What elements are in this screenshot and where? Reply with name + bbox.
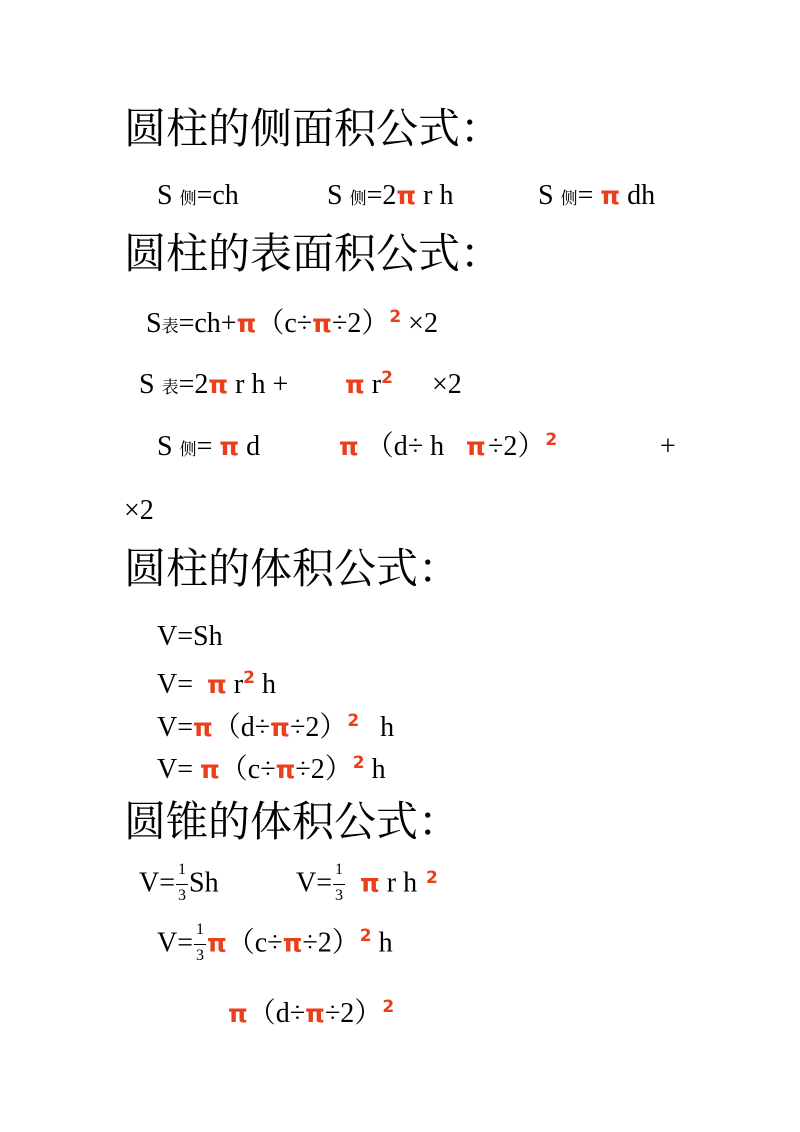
pi-symbol: π (228, 999, 248, 1028)
formula-cone-exponent (426, 870, 438, 887)
formula-surface-times2: ×2 (432, 369, 462, 400)
pi-symbol: π (600, 181, 621, 210)
exponent-2: 2 (352, 753, 365, 773)
formula-surface-div2: ÷2）$^2$ (488, 430, 558, 462)
formula-surface-pid: S 侧= π d (157, 431, 261, 462)
formula-lateral-2pirh: S 侧=2π r h (327, 180, 454, 211)
formula-volume-c: $V= \pi(c\div\pi\div 2)^2$ h (157, 753, 386, 785)
formula-cone-pir2h: V= $\frac{1}{3}$ π r h (296, 862, 417, 908)
formula-surface-pir2: π $r^2$ (345, 368, 393, 400)
fraction-one-third: $\frac{1}{3}$ (335, 861, 344, 904)
formula-surface-plus: + (660, 431, 676, 462)
formula-surface-2pirh: S 表=2π r h + (139, 369, 289, 400)
pi-symbol: π (360, 868, 380, 898)
pi-symbol: π (282, 928, 303, 958)
pi-symbol: π (200, 755, 220, 784)
pi-symbol: π (270, 713, 290, 742)
heading-surface-area: 圆柱的表面积公式： (124, 229, 503, 278)
pi-symbol: π (219, 432, 240, 461)
formula-surface-tail: ×2 (124, 495, 154, 526)
formula-volume-pir2h: V= π $r^2$ h (157, 668, 276, 700)
formula-lateral-pidh: S 侧= π dh (538, 180, 656, 211)
formula-surface-ch: S表$=ch+\pi(c\div\pi\div 2)^2 \times 2$ (146, 307, 438, 339)
formula-cone-d: $\pi(d\div\pi\div 2)^2$ (228, 997, 395, 1029)
exponent-2: 2 (382, 997, 395, 1017)
exponent-2: 2 (347, 711, 360, 731)
formula-surface-pid2: π （d÷ h (339, 431, 445, 462)
fraction-one-third: $\frac{1}{3}$ (178, 861, 187, 904)
pi-symbol: π (466, 432, 486, 461)
heading-cylinder-volume: 圆柱的体积公式： (124, 544, 461, 593)
exponent-2: 2 (389, 307, 402, 327)
pi-symbol: π (275, 755, 296, 784)
heading-cone-volume: 圆锥的体积公式： (124, 797, 461, 846)
pi-symbol: π (339, 432, 359, 461)
pi-symbol: π (312, 309, 332, 338)
pi-symbol: π (208, 370, 229, 399)
pi-symbol: π (305, 999, 325, 1028)
pi-symbol: π (236, 309, 257, 338)
heading-lateral-area: 圆柱的侧面积公式： (124, 104, 503, 153)
formula-cone-sh: V= $\frac{1}{3}$ Sh (139, 862, 219, 908)
pi-symbol: π (193, 713, 213, 742)
pi-symbol: π (345, 370, 365, 399)
pi-symbol: π (207, 670, 227, 699)
formula-volume-d: $V=\pi(d\div\pi\div 2)^2$ h (157, 711, 395, 743)
formula-lateral-ch: S 侧=ch (157, 180, 239, 211)
pi-symbol: π (207, 928, 227, 958)
exponent-2: 2 (243, 668, 255, 688)
formula-surface-overlap-pi (466, 433, 486, 461)
pi-symbol: π (396, 181, 417, 210)
formula-cone-c: V= $\frac{1}{3}$ $\pi(c\div\pi\div 2)^2$ h (157, 922, 393, 968)
exponent-2: 2 (426, 868, 438, 888)
fraction-one-third: $\frac{1}{3}$ (196, 921, 205, 964)
exponent-2: 2 (381, 368, 393, 388)
exponent-2: 2 (545, 430, 558, 450)
formula-volume-sh: V=Sh (157, 621, 223, 652)
exponent-2: 2 (359, 926, 372, 947)
